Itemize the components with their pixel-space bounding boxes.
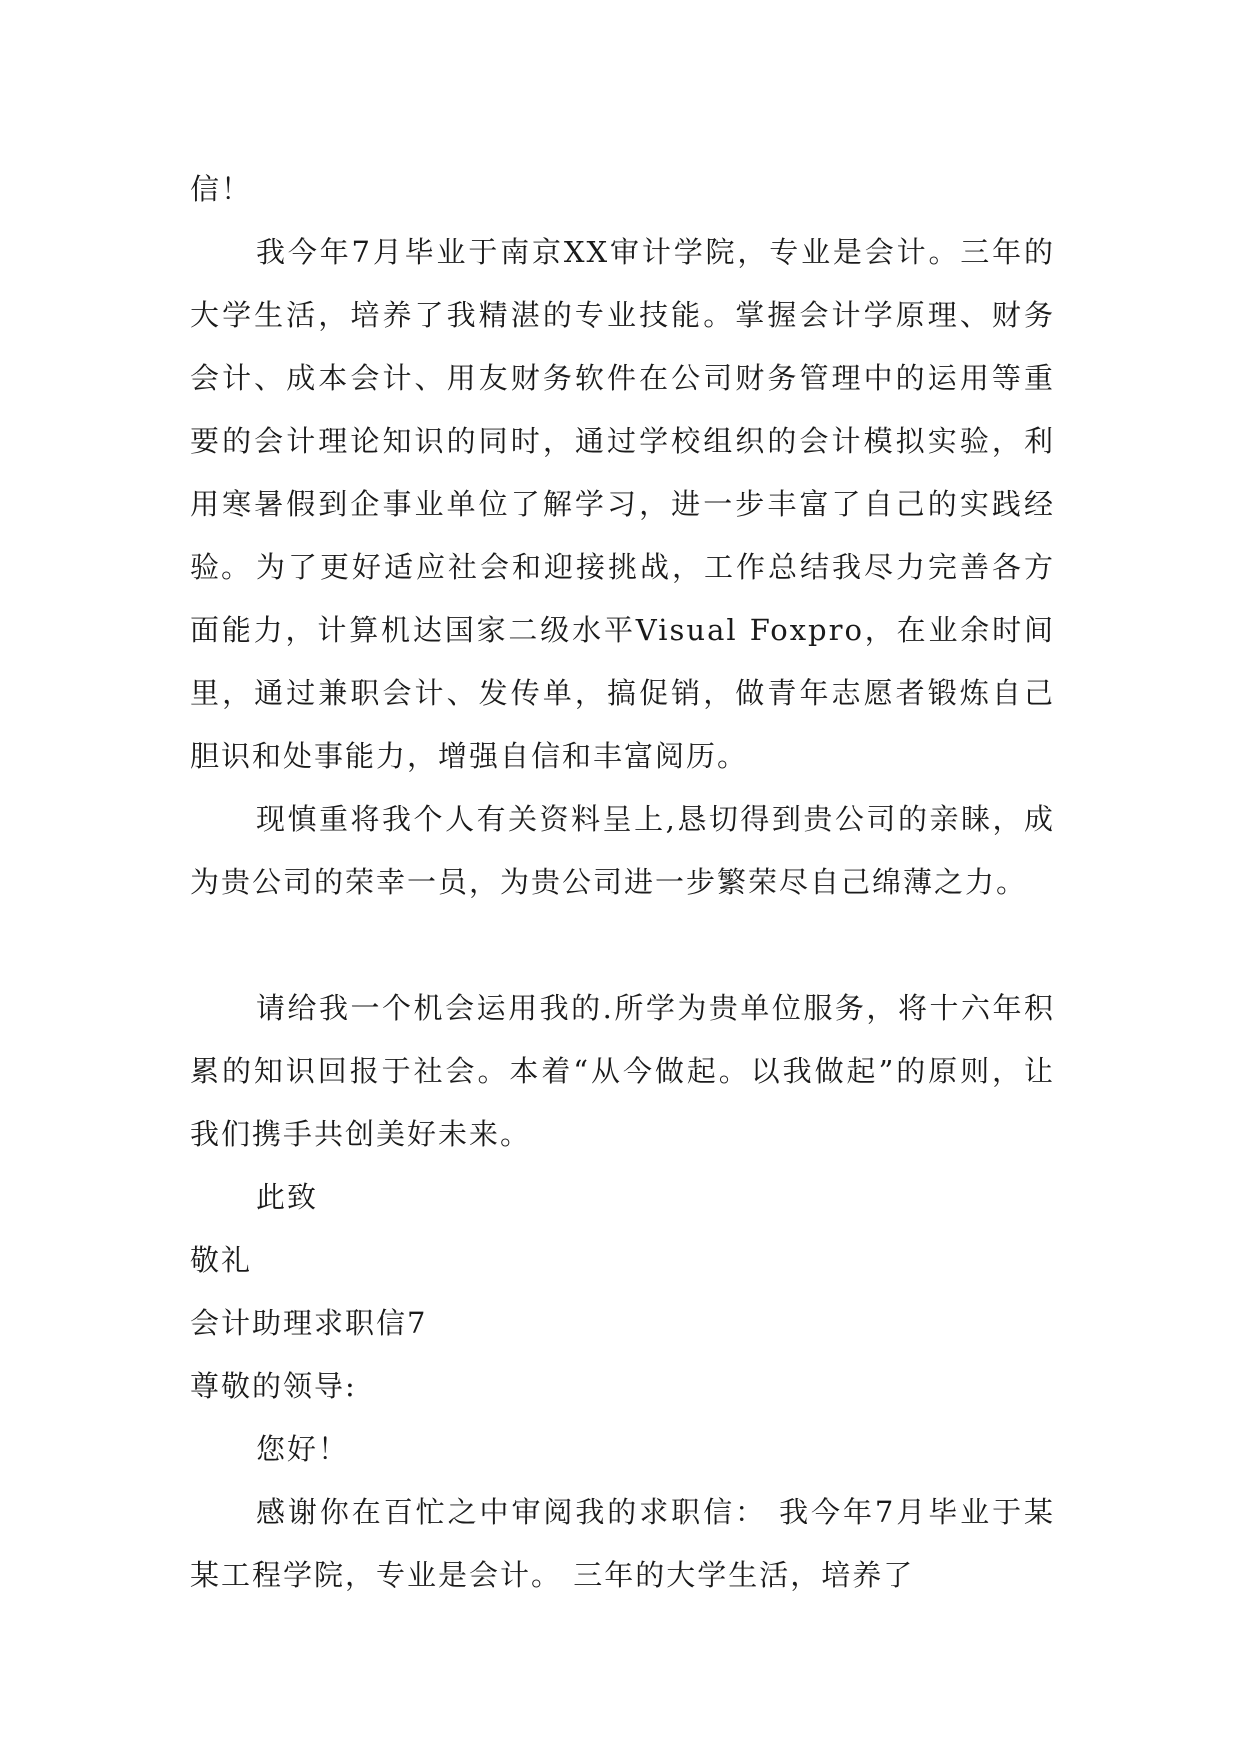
greeting: 您好！ (256, 1432, 350, 1466)
closing-line: 此致 (256, 1180, 319, 1214)
paragraph-request: 请给我一个机会运用我的.所学为贵单位服务，将十六年积累的知识回报于社会。本着“从今做起。以我做起”的原则，让我们携手共创美好未来。 (190, 991, 1055, 1151)
paragraph-abilities: 为了更好适应社会和迎接挑战，工作总结我尽力完善各方面能力，计算机达国家二级水平Visual Foxpro，在业余时间里，通过兼职会计、发传单，搞促销，做青年志愿者锻炼自己胆识和处事能力，增强自信和丰富阅历。 (190, 550, 1055, 773)
paragraph-education: 我今年7月毕业于南京XX审计学院，专业是会计。三年的大学生活，培养了我精湛的专业技能。掌握会计学原理、财务会计、成本会计、用友财务软件在公司财务管理中的运用等重要的会计理论知识的同时，通过学校组织的会计模拟实验，利用寒暑假到企事业单位了解学习，进一步丰富了自己的实践经验。 (190, 235, 1055, 584)
paragraph-application: 现慎重将我个人有关资料呈上,恳切得到贵公司的亲睐，成为贵公司的荣幸一员，为贵公司进一步繁荣尽自己绵薄之力。 (190, 802, 1055, 899)
salutation: 尊敬的领导: (190, 1369, 357, 1403)
paragraph-intro: 感谢你在百忙之中审阅我的求职信： 我今年7月毕业于某某工程学院，专业是会计。 三年的大学生活，培养了 (190, 1495, 1055, 1592)
document-body (190, 158, 1055, 1607)
closing-salute: 敬礼 (190, 1243, 253, 1277)
section-heading: 会计助理求职信7 (190, 1306, 428, 1340)
text-line: 信！ (190, 172, 253, 206)
